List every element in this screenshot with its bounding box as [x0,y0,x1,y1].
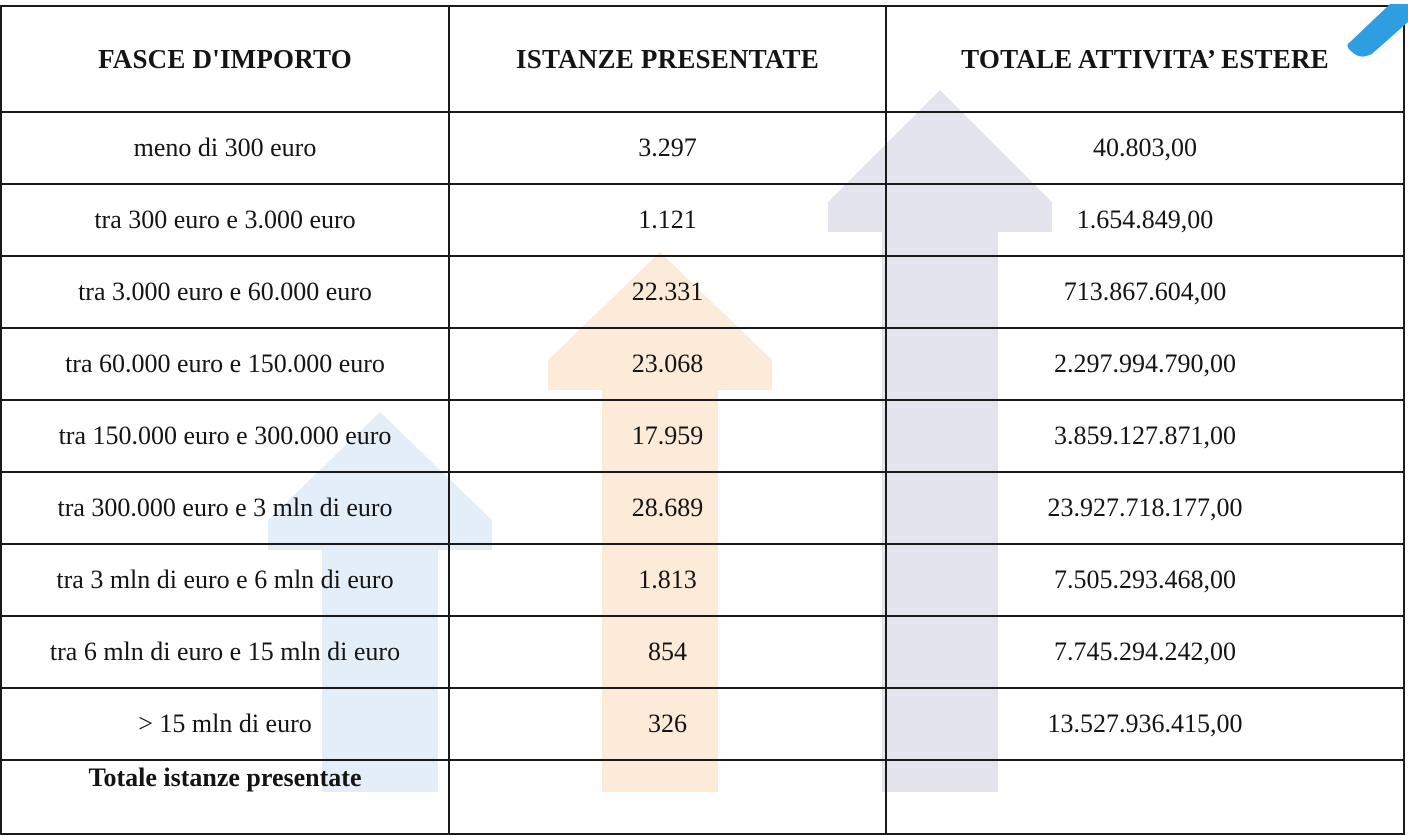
requests-cell: 23.068 [449,328,886,400]
total-row-label: Totale istanze presentate [1,760,449,834]
table-row [1,328,1404,400]
blue-accent-stroke [1330,0,1408,60]
table-row [1,544,1404,616]
total-requests-cell [449,760,886,834]
table-row [1,256,1404,328]
total-assets-cell: 713.867.604,00 [886,256,1404,328]
amount-band-cell: meno di 300 euro [1,112,449,184]
total-assets-cell: 7.505.293.468,00 [886,544,1404,616]
total-assets-cell: 13.527.936.415,00 [886,688,1404,760]
amount-band-cell: tra 3.000 euro e 60.000 euro [1,256,449,328]
total-assets-cell: 3.859.127.871,00 [886,400,1404,472]
table-header-row [1,6,1404,112]
requests-cell: 3.297 [449,112,886,184]
header-amount-bands: FASCE D'IMPORTO [1,6,449,112]
total-assets-cell: 2.297.994.790,00 [886,328,1404,400]
requests-cell: 28.689 [449,472,886,544]
table-row [1,184,1404,256]
header-submitted-requests: ISTANZE PRESENTATE [449,6,886,112]
total-assets-sum-cell [886,760,1404,834]
table-row [1,400,1404,472]
requests-cell: 22.331 [449,256,886,328]
requests-cell: 1.121 [449,184,886,256]
requests-cell: 854 [449,616,886,688]
foreign-assets-table [0,5,1405,835]
requests-cell: 326 [449,688,886,760]
table-row [1,472,1404,544]
amount-band-cell: > 15 mln di euro [1,688,449,760]
requests-cell: 17.959 [449,400,886,472]
amount-band-cell: tra 6 mln di euro e 15 mln di euro [1,616,449,688]
table-row [1,616,1404,688]
total-assets-cell: 40.803,00 [886,112,1404,184]
amount-band-cell: tra 300.000 euro e 3 mln di euro [1,472,449,544]
amount-band-cell: tra 150.000 euro e 300.000 euro [1,400,449,472]
amount-band-cell: tra 300 euro e 3.000 euro [1,184,449,256]
amount-band-cell: tra 3 mln di euro e 6 mln di euro [1,544,449,616]
amount-band-cell: tra 60.000 euro e 150.000 euro [1,328,449,400]
total-assets-cell: 1.654.849,00 [886,184,1404,256]
table-row [1,112,1404,184]
total-row [1,760,1404,834]
requests-cell: 1.813 [449,544,886,616]
table-row [1,688,1404,760]
total-assets-cell: 23.927.718.177,00 [886,472,1404,544]
total-assets-cell: 7.745.294.242,00 [886,616,1404,688]
header-total-foreign-assets: TOTALE ATTIVITA’ ESTERE [886,6,1404,112]
